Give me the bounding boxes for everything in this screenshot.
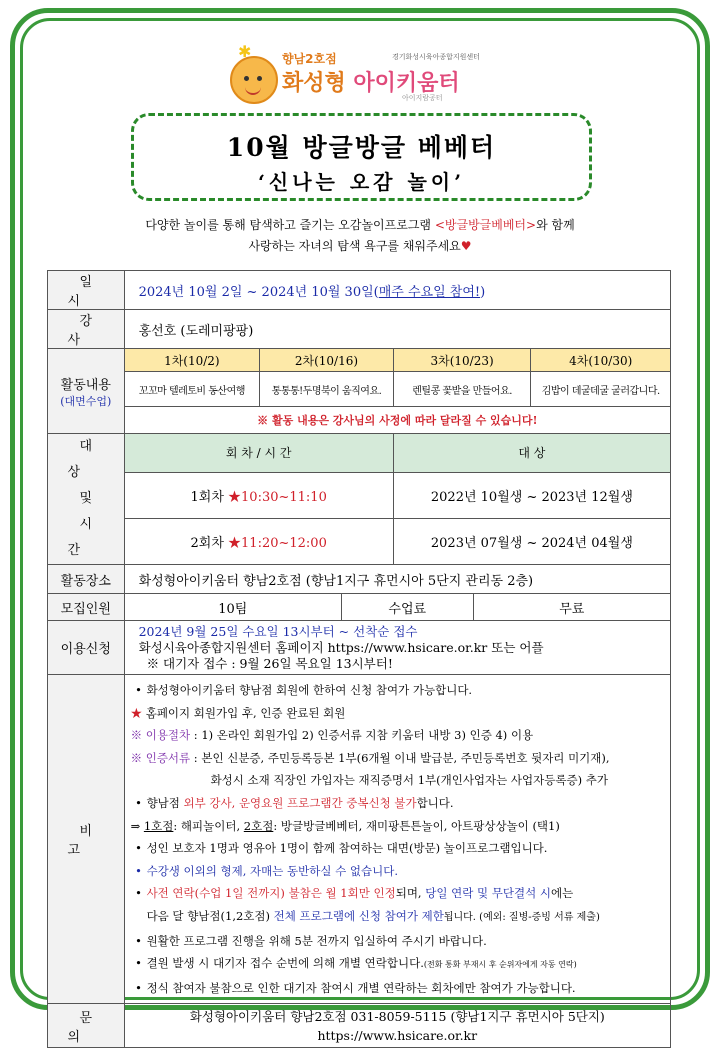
target-row-1-age: 2022년 10월생 ~ 2023년 12월생: [393, 472, 670, 518]
recruit-count: 10팀: [124, 594, 341, 621]
list-item: ⇒ 1호점: 해피놀이터, 2호점: 방글방글베베터, 재미팡튼튼놀이, 아트팡상상놀이 (택1): [130, 818, 560, 833]
list-item: • 수강생 이외의 형제, 자매는 동반하실 수 없습니다.: [135, 863, 398, 878]
list-item: • 성인 보호자 1명과 영유아 1명이 함께 참여하는 대면(방문) 놀이프로그램입니다.: [135, 841, 548, 856]
logo-sponsor: 경기화성시육아종합지원센터: [392, 53, 480, 61]
intro-text: 다양한 놀이를 통해 탐색하고 즐기는 오감놀이프로그램 <방글방글베베터>와 함께 사랑하는 자녀의 탐색 욕구를 채워주세요♥: [145, 218, 575, 253]
schedule-label: 일 시: [48, 271, 125, 310]
row-apply: [48, 621, 671, 675]
title-box: [131, 113, 592, 201]
target-row-2-age: 2023년 07월생 ~ 2024년 04월생: [393, 518, 670, 564]
target-row-1-time: 1회차 ★10:30~11:10: [124, 472, 393, 518]
logo-face-icon: [230, 56, 278, 104]
activities-label: 활동내용 (대면수업): [48, 349, 125, 434]
session-3-content: 렌틸콩 꽃밭을 만들어요.: [393, 372, 531, 407]
list-item: ※ 이용절차 : 1) 온라인 회원가입 2) 인증서류 지참 키움터 내방 3) 인증 4) 이용: [130, 728, 534, 743]
logo-name: 화성형 아이키움터: [282, 71, 460, 96]
recruit-label: 모집인원: [48, 594, 125, 621]
place-value: 화성형아이키움터 향남2호점 (향남1지구 휴먼시아 5단지 관리동 2층): [124, 565, 670, 594]
logo-branch: 향남2호점: [282, 52, 337, 66]
session-4-header: 4차(10/30): [531, 349, 671, 372]
target-row-2: [48, 518, 671, 564]
logo: [230, 42, 500, 104]
session-1-content: 꼬꼬마 텔레토비 동산여행: [124, 372, 260, 407]
list-item: 다음 달 향남점(1,2호점) 전체 프로그램에 신청 참여가 제한됩니다. (예외: 질병-증빙 서류 제출): [146, 908, 600, 923]
info-table: [47, 270, 671, 1048]
schedule-value: 2024년 10월 2일 ~ 2024년 10월 30일(매주 수요일 참여!): [124, 271, 670, 310]
apply-label: 이용신청: [48, 621, 125, 675]
star-icon: ✱: [238, 42, 252, 61]
instructor-value: 홍선호 (도레미팡팡): [124, 310, 670, 349]
contact-url: https://www.hsicare.or.kr: [317, 1027, 478, 1043]
list-item: ※ 인증서류 : 본인 신분증, 주민등록등본 1부(6개월 이내 발급분, 주민등록번호 뒷자리 미기재),: [130, 750, 610, 765]
target-row-1: [48, 472, 671, 518]
page-title: 10월 방글방글 베베터: [226, 133, 497, 162]
apply-value: 2024년 9월 25일 수요일 13시부터 ~ 선착순 접수 화성시육아종합지원센터 홈페이지 https://www.hsicare.or.kr 또는 어플 ※ 대기자 접수 : 9월 26일 목요일 13시부터!: [124, 621, 670, 675]
fee-label: 수업료: [341, 594, 473, 621]
row-contact: [48, 1004, 671, 1048]
list-item: • 사전 연락(수업 1일 전까지) 불참은 월 1회만 인정되며, 당일 연락 및 무단결석 시에는: [135, 886, 574, 901]
target-label: 대 상 및 시 간: [48, 434, 125, 565]
heart-icon: ♥: [460, 239, 472, 253]
contact-value: 화성형아이키움터 향남2호점 031-8059-5115 (향남1지구 휴먼시아 5단지) https://www.hsicare.or.kr: [124, 1004, 670, 1048]
fee-value: 무료: [473, 594, 670, 621]
target-col2-header: 대 상: [393, 434, 670, 473]
activities-note: ※ 활동 내용은 강사님의 사정에 따라 달라질 수 있습니다!: [124, 407, 670, 434]
session-2-header: 2차(10/16): [260, 349, 394, 372]
row-place: [48, 565, 671, 594]
list-item: • 화성형아이키움터 향남점 회원에 한하여 신청 참여가 가능합니다.: [135, 683, 473, 697]
target-row-2-time: 2회차 ★11:20~12:00: [124, 518, 393, 564]
row-activities-header: [48, 349, 671, 372]
instructor-label: 강 사: [48, 310, 125, 349]
row-remarks: [48, 675, 671, 1004]
session-4-content: 김밥이 데굴데굴 굴러갑니다.: [531, 372, 671, 407]
session-3-header: 3차(10/23): [393, 349, 531, 372]
session-1-header: 1차(10/2): [124, 349, 260, 372]
target-col1-header: 회 차 / 시 간: [124, 434, 393, 473]
session-2-content: 통통통!두명북이 움직여요.: [260, 372, 394, 407]
list-item: • 정식 참여자 불참으로 인한 대기자 참여시 개별 연락하는 회차에만 참여가 가능합니다.: [135, 980, 576, 995]
remarks-label: 비 고: [48, 675, 125, 1004]
row-activities-note: [48, 407, 671, 434]
list-item: • 결원 발생 시 대기자 접수 순번에 의해 개별 연락합니다.(전화 통화 부재시 후 순위자에게 자동 연락): [135, 956, 577, 971]
row-instructor: [48, 310, 671, 349]
list-item: 화성시 소재 직장인 가입자는 재직증명서 1부(개인사업자는 사업자등록증) 추가: [210, 773, 608, 788]
page-subtitle: ‘신나는 오감 놀이’: [257, 170, 466, 194]
row-activities-content: [48, 372, 671, 407]
row-target-header: [48, 434, 671, 473]
contact-label: 문 의: [48, 1004, 125, 1048]
logo-sub: 아이지람공터: [402, 94, 443, 102]
list-item: • 향남점 외부 강사, 운영요원 프로그램간 중복신청 불가합니다.: [135, 795, 454, 810]
remarks-list: [124, 675, 670, 1004]
row-schedule: [48, 271, 671, 310]
row-recruit: [48, 594, 671, 621]
place-label: 활동장소: [48, 565, 125, 594]
list-item: ★ 홈페이지 회원가입 후, 인증 완료된 회원: [130, 705, 346, 720]
list-item: • 원활한 프로그램 진행을 위해 5분 전까지 입실하여 주시기 바랍니다.: [135, 933, 487, 948]
